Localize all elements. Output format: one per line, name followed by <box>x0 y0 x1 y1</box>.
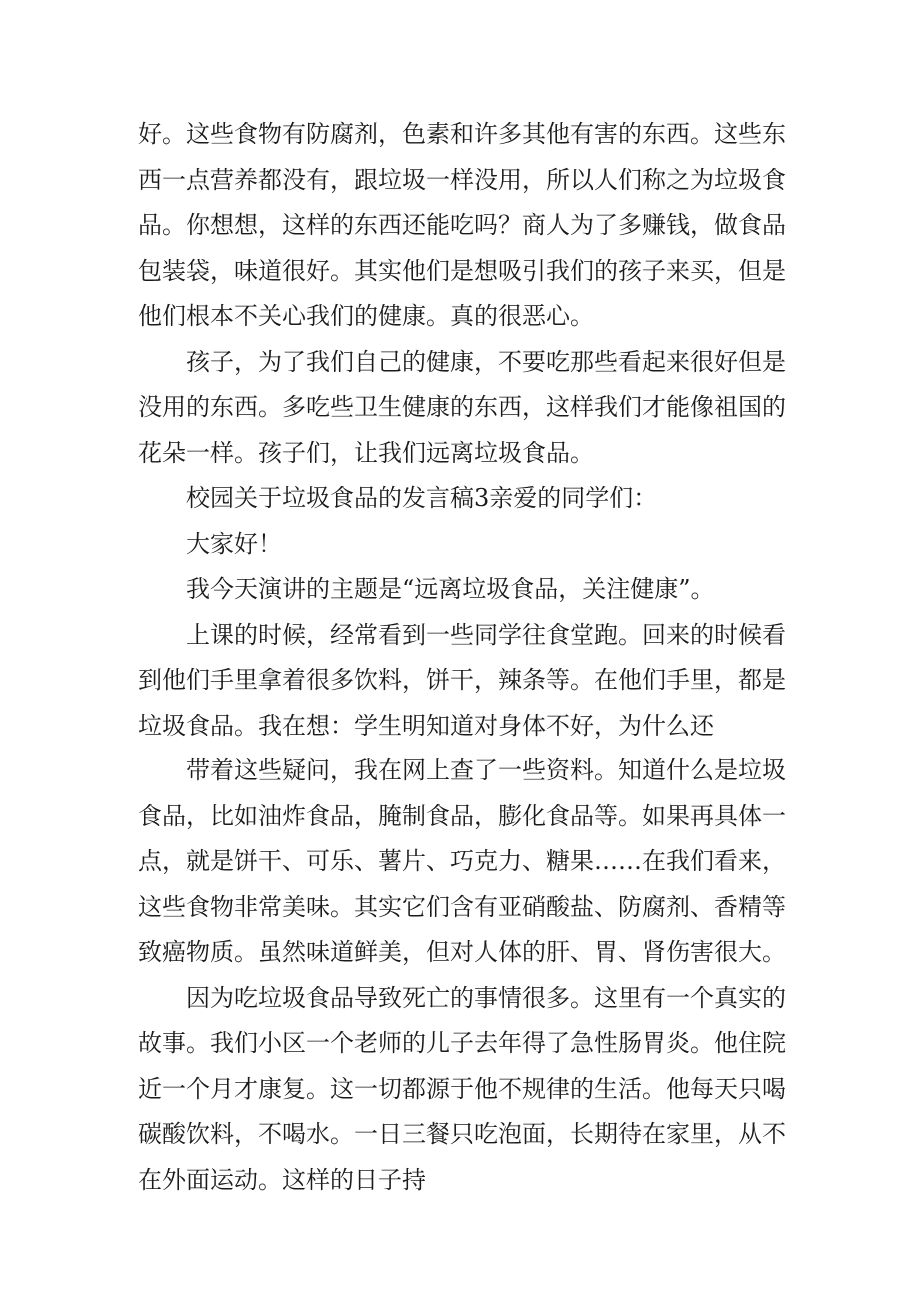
text-block-top <box>138 112 798 749</box>
text-block-bottom <box>138 748 798 1203</box>
paragraph-7: 带着这些疑问，我在网上查了一些资料。知道什么是垃圾食品，比如油炸食品，腌制食品，膨化食品等。如果再具体一点，就是饼干、可乐、薯片、巧克力、糖果……在我们看来，这些食物非常美味。其实它们含有亚硝酸盐、防腐剂、香精等致癌物质。虽然味道鲜美，但对人体的肝、胃、肾伤害很大。 <box>138 756 786 966</box>
paragraph-8: 因为吃垃圾食品导致死亡的事情很多。这里有一个真实的故事。我们小区一个老师的儿子去年得了急性肠胃炎。他住院近一个月才康复。这一切都源于他不规律的生活。他每天只喝碳酸饮料，不喝水。一日三餐只吃泡面，长期待在家里，从不在外面运动。这样的日子持 <box>138 983 786 1194</box>
paragraph-6: 上课的时候，经常看到一些同学往食堂跑。回来的时候看到他们手里拿着很多饮料，饼干，辣条等。在他们手里，都是垃圾食品。我在想：学生明知道对身体不好，为什么还 <box>138 620 786 740</box>
paragraph-2: 孩子，为了我们自己的健康，不要吃那些看起来很好但是没用的东西。多吃些卫生健康的东西，这样我们才能像祖国的花朵一样。孩子们，让我们远离垃圾食品。 <box>138 347 786 467</box>
paragraph-3-speech-title: 校园关于垃圾食品的发言稿3亲爱的同学们： <box>186 484 658 512</box>
paragraph-5-theme: 我今天演讲的主题是“远离垃圾食品，关注健康”。 <box>186 575 715 603</box>
paragraph-1: 好。这些食物有防腐剂，色素和许多其他有害的东西。这些东西一点营养都没有，跟垃圾一样没用，所以人们称之为垃圾食品。你想想，这样的东西还能吃吗？商人为了多赚钱，做食品包装袋，味道很好。其实他们是想吸引我们的孩子来买，但是他们根本不关心我们的健康。真的很恶心。 <box>138 120 786 330</box>
paragraph-4-greeting: 大家好！ <box>186 529 282 558</box>
